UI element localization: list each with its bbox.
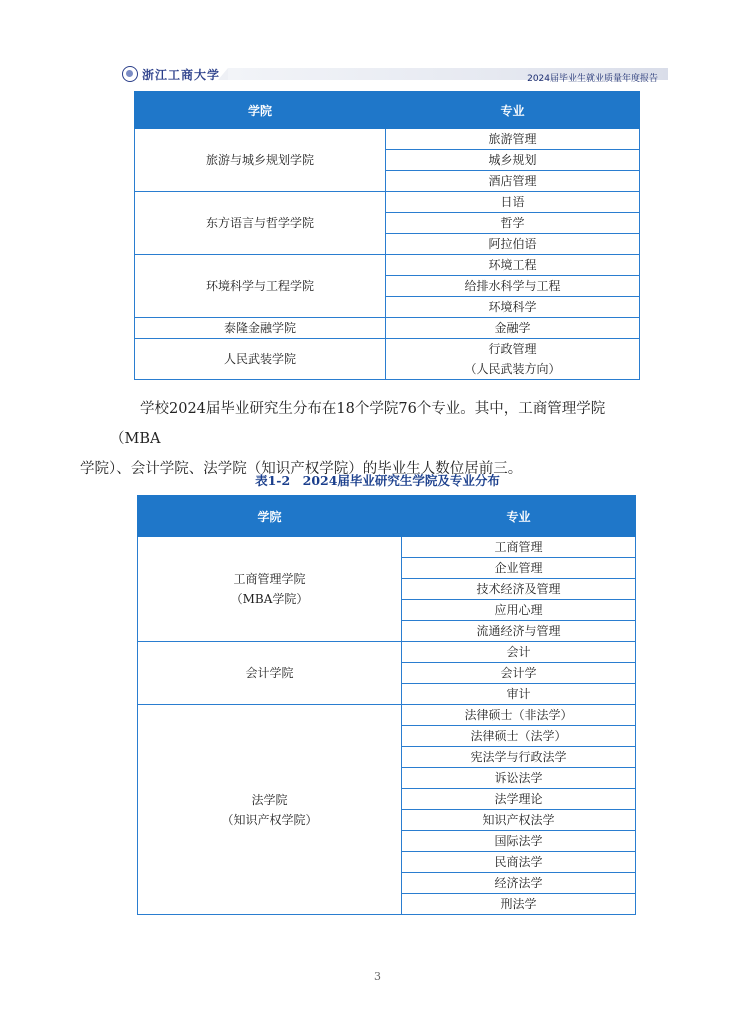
table-row — [135, 318, 640, 339]
college-line: 法学院 — [251, 792, 288, 807]
major-cell: 企业管理 — [402, 558, 636, 579]
major-cell: 日语 — [386, 192, 640, 213]
major-cell: 工商管理 — [402, 537, 636, 558]
major-cell: 环境科学 — [386, 297, 640, 318]
college-line: （MBA学院） — [230, 592, 309, 606]
table-row — [138, 642, 636, 663]
major-cell: 民商法学 — [402, 852, 636, 873]
table-row — [135, 192, 640, 213]
major-cell: 刑法学 — [402, 894, 636, 915]
college-cell — [138, 642, 402, 705]
major-cell: 酒店管理 — [386, 171, 640, 192]
page-header — [108, 64, 668, 84]
report-title: 2024届毕业生就业质量年度报告 — [527, 74, 658, 84]
major-line: 行政管理 — [488, 342, 537, 356]
major-cell: 阿拉伯语 — [386, 234, 640, 255]
major-cell: 流通经济与管理 — [402, 621, 636, 642]
college-line: （知识产权学院） — [221, 812, 318, 827]
major-cell: 会计 — [402, 642, 636, 663]
major-cell: 技术经济及管理 — [402, 579, 636, 600]
table-header-major: 专业 — [402, 496, 636, 537]
college-major-table-continued — [134, 91, 640, 380]
college-cell — [138, 705, 402, 915]
university-seal-icon — [122, 66, 138, 82]
graduate-college-major-table — [137, 495, 636, 915]
major-cell: 法学理论 — [402, 789, 636, 810]
major-cell: 法律硕士（非法学） — [402, 705, 636, 726]
college-cell: 泰隆金融学院 — [135, 318, 386, 339]
major-cell: 宪法学与行政法学 — [402, 747, 636, 768]
major-cell: 经济法学 — [402, 873, 636, 894]
college-cell: 旅游与城乡规划学院 — [135, 129, 386, 192]
header-bar — [228, 68, 668, 84]
table-header-college: 学院 — [138, 496, 402, 537]
major-cell: 知识产权法学 — [402, 810, 636, 831]
table-row — [138, 705, 636, 726]
table-row — [138, 537, 636, 558]
college-cell: 东方语言与哲学学院 — [135, 192, 386, 255]
college-cell: 人民武装学院 — [135, 339, 386, 380]
major-cell: 城乡规划 — [386, 150, 640, 171]
major-cell: 应用心理 — [402, 600, 636, 621]
college-cell — [138, 537, 402, 642]
table-row — [135, 339, 640, 380]
table-header-college: 学院 — [135, 92, 386, 129]
major-cell: 金融学 — [386, 318, 640, 339]
major-cell: 环境工程 — [386, 255, 640, 276]
university-logo — [108, 64, 228, 84]
major-cell: 给排水科学与工程 — [386, 276, 640, 297]
paragraph-line-2: 学院）、会计学院、法学院（知识产权学院）的毕业生人数位居前三。 — [80, 461, 523, 477]
major-cell: 法律硕士（法学） — [402, 726, 636, 747]
college-line: 工商管理学院 — [233, 572, 306, 586]
major-line: （人民武装方向） — [464, 362, 561, 376]
page-number: 3 — [374, 970, 381, 983]
major-cell — [386, 339, 640, 380]
major-cell: 旅游管理 — [386, 129, 640, 150]
major-cell: 哲学 — [386, 213, 640, 234]
table-caption: 表1-2 2024届毕业研究生学院及专业分布 — [255, 473, 500, 488]
major-cell: 审计 — [402, 684, 636, 705]
logo-text: 浙江工商大学 — [142, 67, 221, 82]
major-cell: 会计学 — [402, 663, 636, 684]
major-cell: 国际法学 — [402, 831, 636, 852]
college-line: 会计学院 — [245, 666, 294, 680]
major-cell: 诉讼法学 — [402, 768, 636, 789]
table-row — [135, 129, 640, 150]
college-cell: 环境科学与工程学院 — [135, 255, 386, 318]
table-row — [135, 255, 640, 276]
paragraph-line-1: 学校2024届毕业研究生分布在18个学院76个专业。其中，工商管理学院（MBA — [110, 401, 606, 447]
table-header-major: 专业 — [386, 92, 640, 129]
